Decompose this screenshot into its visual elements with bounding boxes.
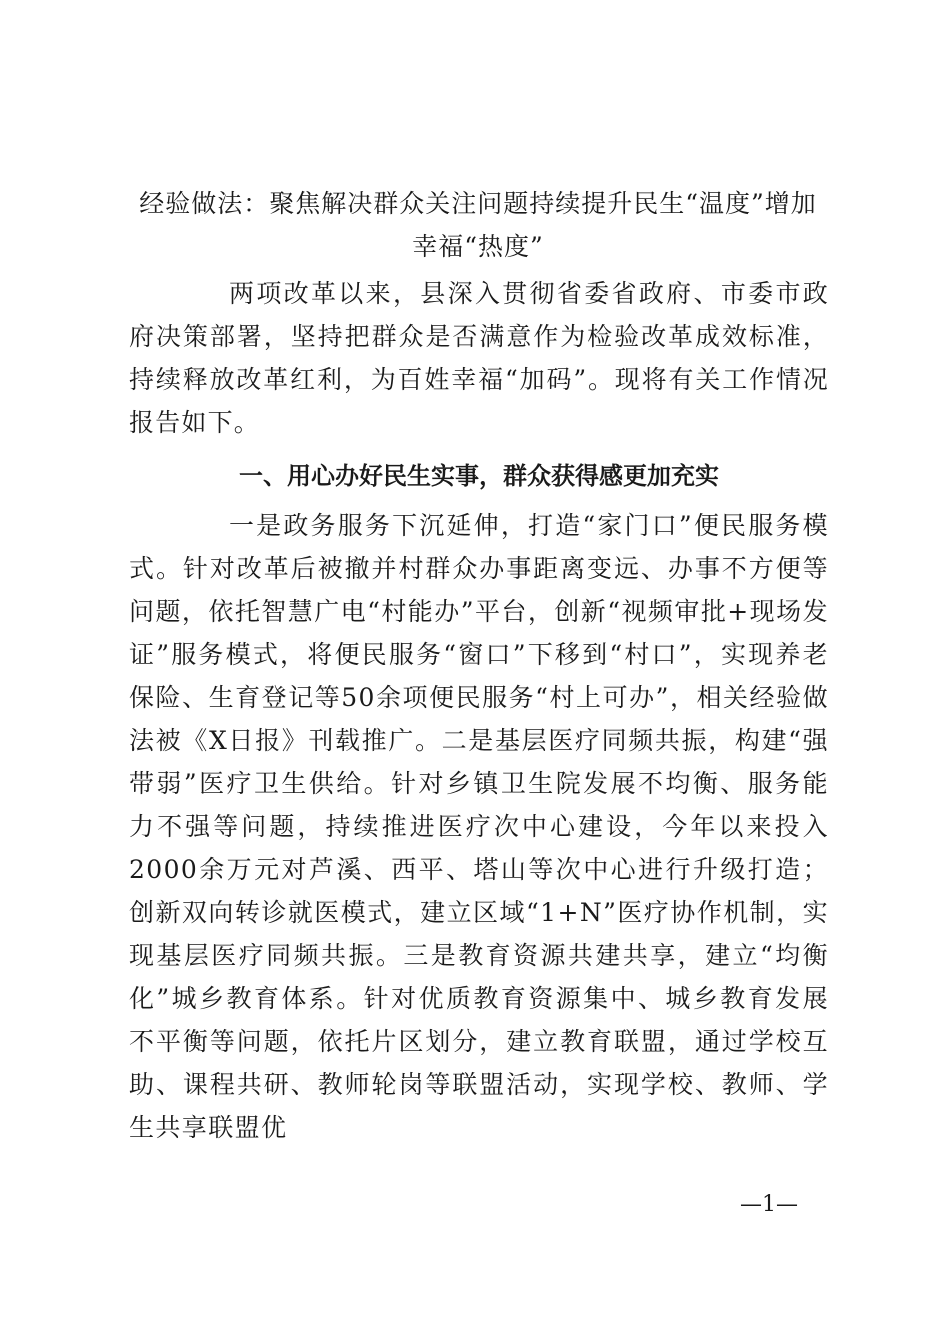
- intro-paragraph: 两项改革以来，县深入贯彻省委省政府、市委市政府决策部署，坚持把群众是否满意作为检验改革成效标准，持续释放改革红利，为百姓幸福“加码”。现将有关工作情况报告如下。: [129, 279, 829, 437]
- section-heading: 一、用心办好民生实事，群众获得感更加充实: [239, 462, 719, 490]
- section-paragraph: 一是政务服务下沉延伸，打造“家门口”便民服务模式。针对改革后被撤并村群众办事距离变远、办事不方便等问题，依托智慧广电“村能办”平台，创新“视频审批+现场发证”服务模式，将便民服务“窗口”下移到“村口”，实现养老保险、生育登记等50余项便民服务“村上可办”，相关经验做法被《X日报》刊载推广。二是基层医疗同频共振，构建“强带弱”医疗卫生供给。针对乡镇卫生院发展不均衡、服务能力不强等问题，持续推进医疗次中心建设，今年以来投入2000余万元对芦溪、西平、塔山等次中心进行升级打造；创新双向转诊就医模式，建立区域“1+N”医疗协作机制，实现基层医疗同频共振。三是教育资源共建共享，建立“均衡化”城乡教育体系。针对优质教育资源集中、城乡教育发展不平衡等问题，依托片区划分，建立教育联盟，通过学校互助、课程共研、教师轮岗等联盟活动，实现学校、教师、学生共享联盟优: [129, 511, 829, 1142]
- page-number: —1—: [740, 1192, 798, 1217]
- document-title: 经验做法：聚焦解决群众关注问题持续提升民生“温度”增加幸福“热度”: [139, 189, 817, 261]
